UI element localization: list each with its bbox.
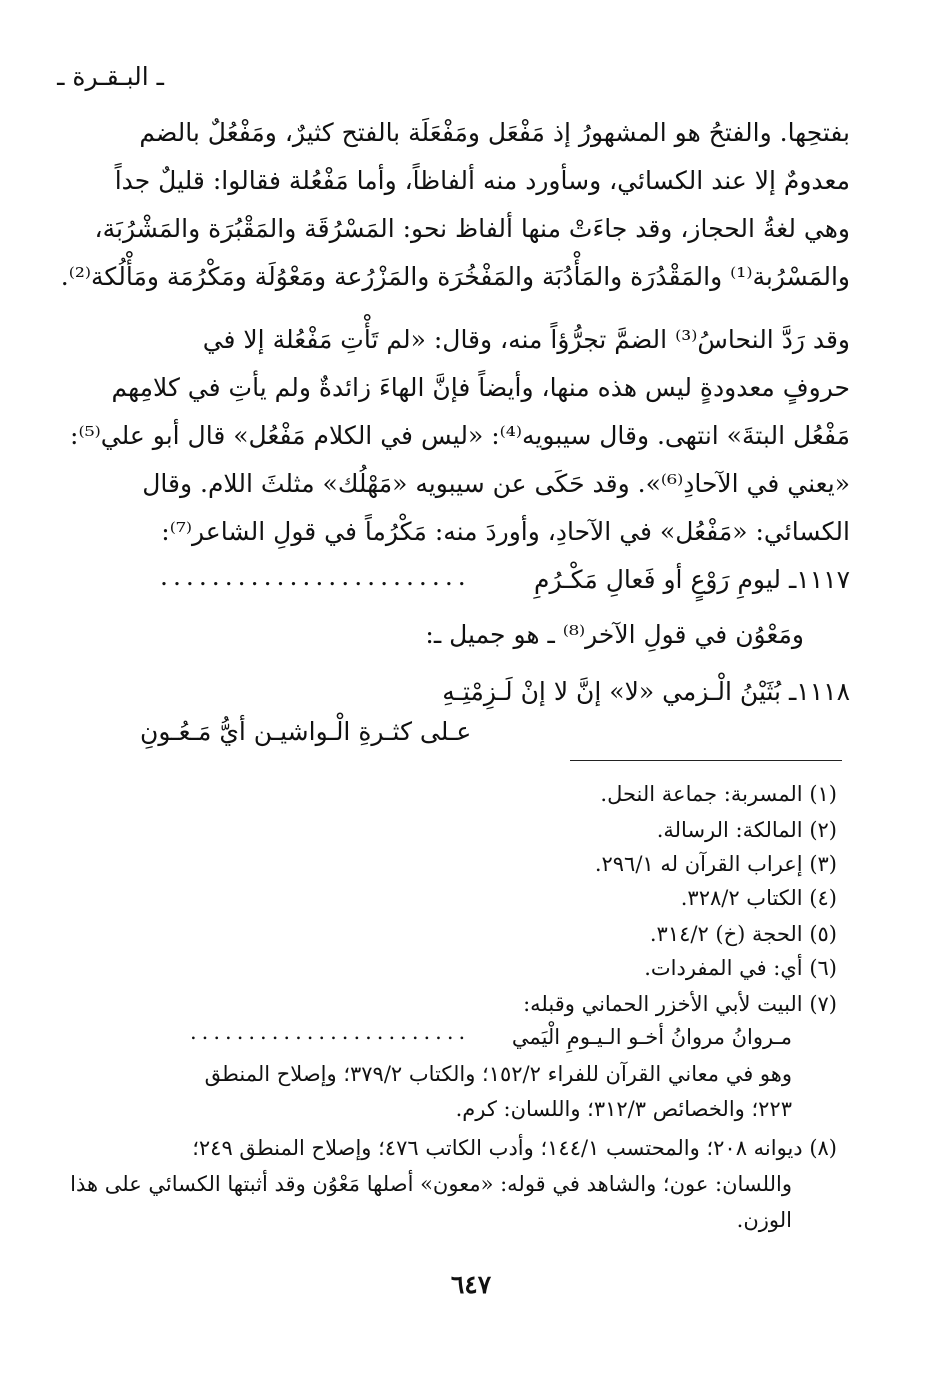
- footnote: (٨) ديوانه ٢٠٨؛ والمحتسب ١٤٤/١؛ وأدب الكاتب ٤٧٦؛ وإصلاح المنطق ٢٤٩؛: [192, 1136, 837, 1160]
- body-line: الكسائي: «مَفْعُل» في الآحادِ، وأوردَ منه: مَكْرُماً في قولِ الشاعر⁽⁷⁾:: [161, 517, 850, 546]
- footnote: (٧) البيت لأبي الأخزر الحماني وقبله:: [523, 992, 837, 1016]
- body-line: معدومٌ إلا عند الكسائي، وسأورد منه ألفاظاً، وأما مَفْعُلة فقالوا: قليلٌ جداً: [114, 166, 850, 195]
- body-line: حروفٍ معدودةٍ ليس هذه منها، وأيضاً فإنَّ الهاءَ زائدةٌ ولم يأتِ في كلامِهم: [111, 373, 850, 402]
- body-line: وقد رَدَّ النحاسُ⁽³⁾ الضمَّ تجرُّؤاً منه، وقال: «لم تَأْتِ مَفْعُلة إلا في: [202, 325, 850, 354]
- verse-ellipsis: ........................: [160, 562, 471, 591]
- verse-1118-line2: عـلى كثـرةِ الْـواشيـن أيُّ مَـعُـونِ: [140, 717, 472, 746]
- footnote-separator: [570, 760, 842, 761]
- verse-intro: ومَعْوُن في قولِ الآخر⁽⁸⁾ ـ هو جميل ـ:: [425, 620, 804, 649]
- verse-1118-line1: ١١١٨ـ بُثَيْنُ الْـزمي «لا» إنَّ لا إنْ لَـزِمْتِـهِ: [442, 677, 850, 706]
- footnote: (٣) إعراب القرآن له ٢٩٦/١.: [594, 852, 837, 876]
- footnote: (٤) الكتاب ٣٢٨/٢.: [680, 886, 837, 910]
- footnote: (١) المسربة: جماعة النحل.: [600, 782, 837, 806]
- body-line: مَفْعُل البتةَ» انتهى. وقال سيبويه⁽⁴⁾: «ليس في الكلام مَفْعُل» قال أبو علي⁽⁵⁾:: [70, 421, 850, 450]
- footnote-continuation: ٢٢٣؛ والخصائص ٣١٢/٣؛ واللسان: كرم.: [455, 1097, 792, 1121]
- footnote-continuation: الوزن.: [736, 1208, 792, 1232]
- footnote-verse: مـروانُ مروانُ أخـو الـيـومِ الْيَمي: [511, 1025, 792, 1049]
- footnote-continuation: وهو في معاني القرآن للفراء ١٥٢/٢؛ والكتاب ٣٧٩/٢؛ وإصلاح المنطق: [204, 1062, 792, 1086]
- footnote: (٢) المالكة: الرسالة.: [656, 818, 837, 842]
- surah-title: ـ البـقـرة ـ: [57, 62, 164, 91]
- body-line: بفتحِها. والفتحُ هو المشهورُ إذ مَفْعَل ومَفْعَلَة بالفتح كثيرٌ، ومَفْعُلٌ بالضم: [139, 118, 850, 147]
- body-line: «يعني في الآحادِ⁽⁶⁾». وقد حَكَى عن سيبويه «مَهْلُك» مثلثَ اللام. وقال: [142, 469, 850, 498]
- body-line: وهي لغةُ الحجاز، وقد جاءَتْ منها ألفاظ نحو: المَسْرُقَة والمَقْبُرَة والمَشْرُبَة،: [94, 214, 850, 243]
- footnote: (٦) أي: في المفردات.: [644, 956, 837, 980]
- footnote-continuation: واللسان: عون؛ والشاهد في قوله: «معون» أصلها مَعْوُن وقد أثبتها الكسائي على هذا: [70, 1172, 792, 1196]
- body-line: والمَسْرُبة⁽¹⁾ والمَقْدُرَة والمَأْدُبَة والمَفْخُرَة والمَزْرُعة ومَعْوُلَة ومَكْرُمَة ومَأْلُكة⁽²⁾.: [60, 262, 850, 291]
- verse-1117: ١١١٧ـ ليومِ رَوْعٍ أو فَعالِ مَكْـرُمِ: [534, 565, 850, 594]
- page-number: ٦٤٧: [450, 1270, 492, 1299]
- footnote: (٥) الحجة (خ) ٣١٤/٢.: [649, 922, 837, 946]
- footnote-verse-ellipsis: ........................: [190, 1020, 471, 1044]
